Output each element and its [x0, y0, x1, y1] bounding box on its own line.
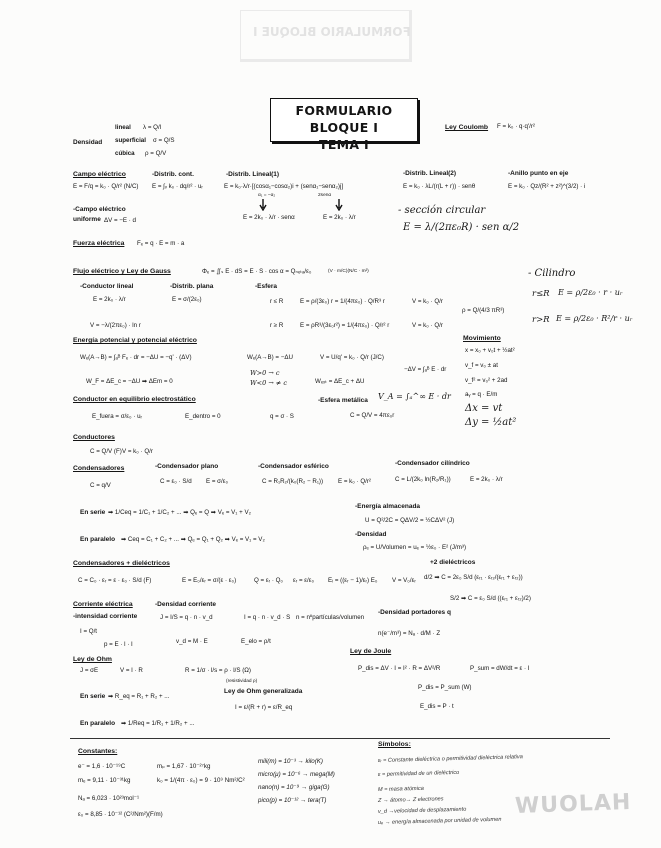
- dielectricos-Ei: Eᵢ = ((εᵣ − 1)/εᵣ) E₀: [328, 577, 378, 584]
- dos-dielectricos-d: d/2 ➡ C = 2ε₀ S/d (εᵣ₁ · εᵣ₂/(εᵣ₁ + εᵣ₂)): [424, 574, 523, 581]
- fuerza-formula: Fₑ = q · E = m · a: [137, 240, 185, 247]
- constante-mp: mₚ = 1,67 · 10⁻²⁷kg: [157, 763, 211, 770]
- fuerza-heading: Fuerza eléctrica: [73, 240, 125, 247]
- simbolos-heading: Símbolos:: [378, 741, 411, 748]
- ohm-J: J = σE: [80, 667, 99, 674]
- esfera-label: -Esfera: [255, 283, 278, 290]
- ohm-generalizada-label: Ley de Ohm generalizada: [224, 688, 303, 695]
- conductor-eq-dentro: E_dentro = 0: [185, 413, 221, 420]
- dos-dielectricos-s: S/2 ➡ C = ε₀ S/d ((εᵣ₁ + εᵣ₂)/2): [450, 595, 531, 602]
- distrib-plana-label: -Distrib. plana: [170, 283, 214, 290]
- ghost-title-box: [240, 10, 412, 62]
- energia-work: Wₑ(A→B) = ∫ₐᴮ Fₑ · dr = −ΔU = −q' · (ΔV): [80, 354, 192, 361]
- dielectricos-E: E = E₀/εᵣ = σ/(ε · ε₀): [182, 577, 237, 584]
- cilindro-label: - Cilindro: [528, 268, 576, 279]
- condensadores-serie-label: En serie: [80, 509, 106, 516]
- corriente-I-formula: I = q · n · v_d · S: [244, 614, 291, 621]
- corriente-E-formula: E_elo = ρ/t: [241, 638, 271, 645]
- esfera-metalica-V: V_A = ∫ₐ^∞ E · dr: [378, 392, 451, 401]
- section-divider: [70, 738, 610, 739]
- coulomb-formula: F = k₀ · q·q'/r²: [497, 123, 535, 130]
- dos-dielectricos-label: +2 dieléctricos: [430, 559, 476, 566]
- constante-electron: e⁻ = 1,6 · 10⁻¹⁹C: [78, 763, 126, 770]
- intensidad-corriente-label: -intensidad corriente: [73, 613, 138, 620]
- dielectricos-heading: Condensadores + dieléctricos: [73, 560, 170, 567]
- esfera-rho: ρ = Q/(4/3 πR³): [462, 307, 505, 314]
- simbolo-5: v_d →velocidad de desplazamiento: [377, 806, 467, 815]
- corriente-n-formula: n = nºpartículas/volumen: [296, 614, 365, 621]
- joule-E-dis: E_dis = P · t: [420, 703, 454, 710]
- dielectricos-C: C = C₀ · εᵣ = ε · ε₀ · S/d (F): [78, 577, 152, 584]
- conductores-V: V = k₀ · Q/r: [122, 448, 153, 455]
- energia-work2: Wₑ(A→B) = −ΔU: [247, 354, 293, 361]
- esfera-metalica-label: -Esfera metálica: [318, 397, 368, 404]
- densidad-cubica-formula: ρ = Q/V: [145, 150, 167, 157]
- prefijo-pico: pico(p) = 10⁻¹² → tera(T): [258, 797, 327, 804]
- ohm-R-note: (resistividad ρ): [226, 679, 258, 684]
- distrib-cont-label: -Distrib. cont.: [152, 171, 194, 178]
- cilindro-out-formula: E = ρ/2ε₀ · R²/r · uᵣ: [556, 314, 633, 323]
- prefijo-micro: micro(μ) = 10⁻⁶ → mega(M): [258, 771, 335, 778]
- distrib-lineal2-formula: E = k₀ · λL/(r(L + r)) · senθ: [403, 183, 476, 190]
- densidad-cubica-label: cúbica: [115, 150, 135, 157]
- energia-w-negative: W<0 → ≠ c: [250, 379, 287, 387]
- condensador-cilindrico-label: -Condensador cilíndrico: [395, 460, 470, 467]
- densidad-energia-formula: ρₑ = U/Volumen = uₑ = ½ε₀ · E² (J/m³): [363, 544, 467, 551]
- condensadores-heading: Condensadores: [73, 465, 125, 472]
- conductor-lineal-E: E = 2k₀ · λ/r: [93, 296, 126, 303]
- condensador-esferico-E: E = k₀ · Q/r²: [338, 478, 371, 485]
- ohm-generalizada-formula: I = ε/(R + r) = ε/R_eq: [235, 704, 293, 711]
- ohm-paralelo-formula: ➡ 1/Req = 1/R₁ + 1/R₂ + ...: [121, 720, 195, 727]
- joule-equal: P_dis = P_sum (W): [418, 684, 472, 691]
- densidad-corriente-label: -Densidad corriente: [155, 601, 217, 608]
- condensadores-paralelo-label: En paralelo: [80, 536, 116, 543]
- campo-formula: E = F/q = k₀ · Q/r² (N/C): [73, 183, 139, 190]
- condensador-esferico-label: -Condensador esférico: [258, 463, 329, 470]
- conductor-eq-heading: Conductor en equilibrio electrostático: [73, 396, 196, 403]
- coulomb-heading: Ley Coulomb: [445, 124, 489, 131]
- energia-almacenada-formula: U = Q²/2C = QΔV/2 = ½CΔV² (J): [365, 517, 455, 524]
- simbolo-4: Z → átomo→ Z electrones: [377, 796, 444, 804]
- energia-conservative: W_F = ΔE_c = −ΔU ➡ ΔEm = 0: [86, 378, 173, 385]
- esfera-out-E: E = ρR³/(3ε₀r²) = 1/(4πε₀) · Q/r² r: [300, 322, 390, 329]
- joule-heading: Ley de Joule: [350, 648, 392, 655]
- distrib-lineal1-formula: E = k₀·λ/r·[(cosα₁−cosα₂)i + (senα₁−senα₂)j]: [224, 183, 344, 190]
- constante-e0: ε₀ = 8,85 · 10⁻¹² (C²/Nm²)(F/m): [78, 811, 163, 818]
- condensador-plano-E: E = σ/ε₀: [206, 478, 229, 485]
- energia-potential: V = U/q' = k₀ · Q/r (J/C): [320, 354, 384, 361]
- densidad-lineal-formula: λ = Q/l: [143, 124, 162, 131]
- campo-uniforme-label2: uniforme: [73, 216, 101, 223]
- densidad-lineal-label: lineal: [115, 124, 131, 131]
- distrib-lineal1-note-b: 2senα: [318, 193, 332, 198]
- energia-heading: Energía potencial y potencial eléctrico: [73, 337, 197, 344]
- constantes-heading: Constantes:: [78, 748, 118, 755]
- condensador-esferico-C: C = R₁R₂/(k₀(R₂ − R₁)): [262, 478, 324, 485]
- down-arrow-icon: [259, 199, 267, 211]
- condensadores-paralelo-formula: ➡ Ceq = C₁ + C₂ + ... ➡ Qₑ = Q₁ + Q₂ ➡ Vₑ = V₁ = V₂: [121, 536, 265, 543]
- densidad-label: Densidad: [73, 139, 103, 146]
- campo-uniforme-formula: ΔV = −E · d: [104, 217, 136, 224]
- movimiento-line-1: x = x₀ + v₀t + ½at²: [465, 347, 515, 354]
- simbolo-3: M = masa atómica: [377, 785, 424, 793]
- ohm-serie-formula: ➡ R_eq = R₁ + R₂ + ...: [108, 693, 170, 700]
- gauss-formula: Φₑ = ∬ₛ E · dS = E · S · cos α = Qₙₑₜₐ/ε₀: [202, 268, 312, 275]
- title-box: [270, 98, 418, 152]
- distrib-lineal1-result-b: E = 2k₀ · λ/r: [323, 214, 356, 221]
- gauss-heading: Flujo eléctrico y Ley de Gauss: [73, 268, 171, 275]
- ghost-title: FORMULARIO BLOQUE I: [253, 25, 411, 39]
- distrib-lineal2-label: -Distrib. Lineal(2): [403, 170, 457, 177]
- cilindro-in-formula: E = ρ/2ε₀ · r · uᵣ: [558, 288, 623, 297]
- intensidad-corriente-formula: I = Q/t: [80, 628, 98, 635]
- dielectricos-er: εᵣ = ε/ε₀: [293, 577, 315, 584]
- energia-w-positive: W>0 → c: [250, 369, 280, 377]
- condensadores-serie-formula: ➡ 1/Ceq = 1/C₁ + 1/C₂ + ... ➡ Qₑ = Q ➡ Vₑ = V₁ + V₂: [108, 509, 251, 516]
- ohm-V: V = I · R: [120, 667, 143, 674]
- ohm-heading: Ley de Ohm: [73, 656, 112, 663]
- energia-external: Wₑₓₜ = ΔE_c + ΔU: [315, 378, 365, 385]
- esfera-out-cond: r ≥ R: [270, 322, 284, 329]
- anillo-label: -Anillo punto en eje: [508, 170, 569, 177]
- corriente-heading: Corriente eléctrica: [73, 601, 133, 608]
- condensador-plano-label: -Condensador plano: [155, 463, 219, 470]
- page-subtitle: TEMA I: [319, 137, 369, 152]
- densidad-portadores-label: -Densidad portadores q: [378, 609, 451, 616]
- simbolo-6: uₑ → energía almacenada por unidad de volumen: [377, 816, 502, 826]
- distrib-plana-E: E = σ/(2ε₀): [172, 296, 202, 303]
- esfera-out-V: V = k₀ · Q/r: [412, 322, 443, 329]
- condensador-plano-C: C = ε₀ · S/d: [160, 478, 192, 485]
- esfera-in-E: E = ρ/(3ε₀) r = 1/(4πε₀) · Q/R³ r: [300, 298, 385, 305]
- constante-k0: k₀ = 1/(4π · ε₀) = 9 · 10⁹ Nm²/C²: [157, 777, 245, 784]
- constante-me: mₑ = 9,11 · 10⁻³¹kg: [78, 777, 131, 784]
- distrib-lineal1-note-a: α₁ = −α₂: [258, 193, 276, 198]
- distrib-lineal1-result-a: E = 2k₀ · λ/r · senα: [243, 214, 295, 221]
- condensadores-C: C = q/V: [90, 482, 111, 489]
- campo-uniforme-label: -Campo eléctrico: [73, 206, 126, 213]
- corriente-p-formula: p = E · l · I: [104, 641, 133, 648]
- gauss-units: (V · m/C)(N/C · m²): [328, 269, 369, 274]
- energia-almacenada-label: -Energía almacenada: [355, 503, 421, 510]
- seccion-circular-formula: E = λ/(2πε₀R) · sen α/2: [403, 222, 520, 233]
- cilindro-out-cond: r>R: [532, 315, 550, 325]
- wuolah-watermark: WUOLAH: [514, 789, 632, 820]
- movimiento-hand-2: Δy = ½at²: [465, 417, 517, 428]
- conductor-lineal-V: V = −λ/(2πε₀) · ln r: [90, 322, 141, 329]
- distrib-cont-formula: E = ∫ᵥ k₀ · dq/r² · uᵣ: [152, 183, 203, 190]
- conductores-C: C = Q/V (F): [90, 448, 122, 455]
- anillo-formula: E = k₀ · Qz/(R² + z²)^(3/2) · i: [508, 183, 586, 190]
- conductores-heading: Conductores: [73, 434, 115, 441]
- densidad-superficial-label: superficial: [115, 137, 146, 144]
- simbolo-1: εᵣ = Constante dieléctrica o permitividad dieléctrica relativa: [377, 754, 523, 764]
- ohm-R: R = 1/σ · l/s = ρ · l/S (Ω): [185, 667, 251, 674]
- condensador-cilindrico-C: C = L/(2k₀ ln(R₂/R₁)): [395, 476, 451, 483]
- prefijo-mili: mili(m) = 10⁻³ → kilo(K): [258, 758, 323, 765]
- esfera-in-V: V = k₀ · Q/r: [412, 298, 443, 305]
- esfera-in-cond: r ≤ R: [270, 298, 284, 305]
- seccion-circular-label: - sección circular: [398, 205, 486, 216]
- page-title: FORMULARIO BLOQUE I: [295, 103, 393, 135]
- energia-field-integral: −ΔV = ∫ₐᴮ E · dr: [404, 366, 447, 373]
- corriente-vd-formula: v_d = M · E: [176, 638, 208, 645]
- constante-na: Nₐ = 6,023 · 10²³mol⁻¹: [78, 795, 140, 802]
- densidad-portadores-formula: n(e⁻/m³) = Nₐ · d/M · Z: [378, 630, 441, 637]
- prefijo-nano: nano(n) = 10⁻⁹ → giga(G): [258, 784, 330, 791]
- dielectricos-Q: Q = εᵣ · Q₀: [254, 577, 283, 584]
- cilindro-in-cond: r≤R: [532, 289, 550, 299]
- condensador-cilindrico-E: E = 2k₀ · λ/r: [470, 476, 503, 483]
- conductor-eq-fuera: E_fuera = σ/ε₀ · uᵣ: [92, 413, 143, 420]
- ohm-paralelo-label: En paralelo: [80, 720, 116, 727]
- movimiento-line-3: v_f² = v₀² + 2ad: [465, 377, 508, 384]
- ohm-serie-label: En serie: [80, 693, 106, 700]
- movimiento-heading: Movimiento: [463, 335, 501, 342]
- simbolo-2: ε = permitividad de un dieléctrico: [377, 769, 460, 778]
- densidad-corriente-formula: J = I/S = q · n · v_d: [160, 614, 213, 621]
- conductor-eq-q: q = σ · S: [270, 413, 294, 420]
- densidad-superficial-formula: σ = Q/S: [153, 137, 175, 144]
- joule-P-sum: P_sum = dW/dt = ε · I: [470, 665, 530, 672]
- conductor-lineal-label: -Conductor lineal: [80, 283, 134, 290]
- movimiento-line-4: aᵧ = q · E/m: [465, 391, 498, 398]
- densidad-energia-label: -Densidad: [355, 531, 387, 538]
- dielectricos-V: V = V₀/εᵣ: [392, 577, 416, 584]
- distrib-lineal1-label: -Distrib. Lineal(1): [226, 171, 280, 178]
- esfera-metalica-C: C = Q/V = 4πε₀r: [350, 412, 395, 419]
- joule-P-dis: P_dis = ΔV · I = I² · R = ΔV²/R: [358, 665, 441, 672]
- movimiento-hand-1: Δx = vt: [465, 403, 503, 414]
- campo-heading: Campo eléctrico: [73, 171, 126, 178]
- down-arrow-icon: [335, 199, 343, 211]
- movimiento-line-2: v_f = v₀ ± at: [465, 362, 498, 369]
